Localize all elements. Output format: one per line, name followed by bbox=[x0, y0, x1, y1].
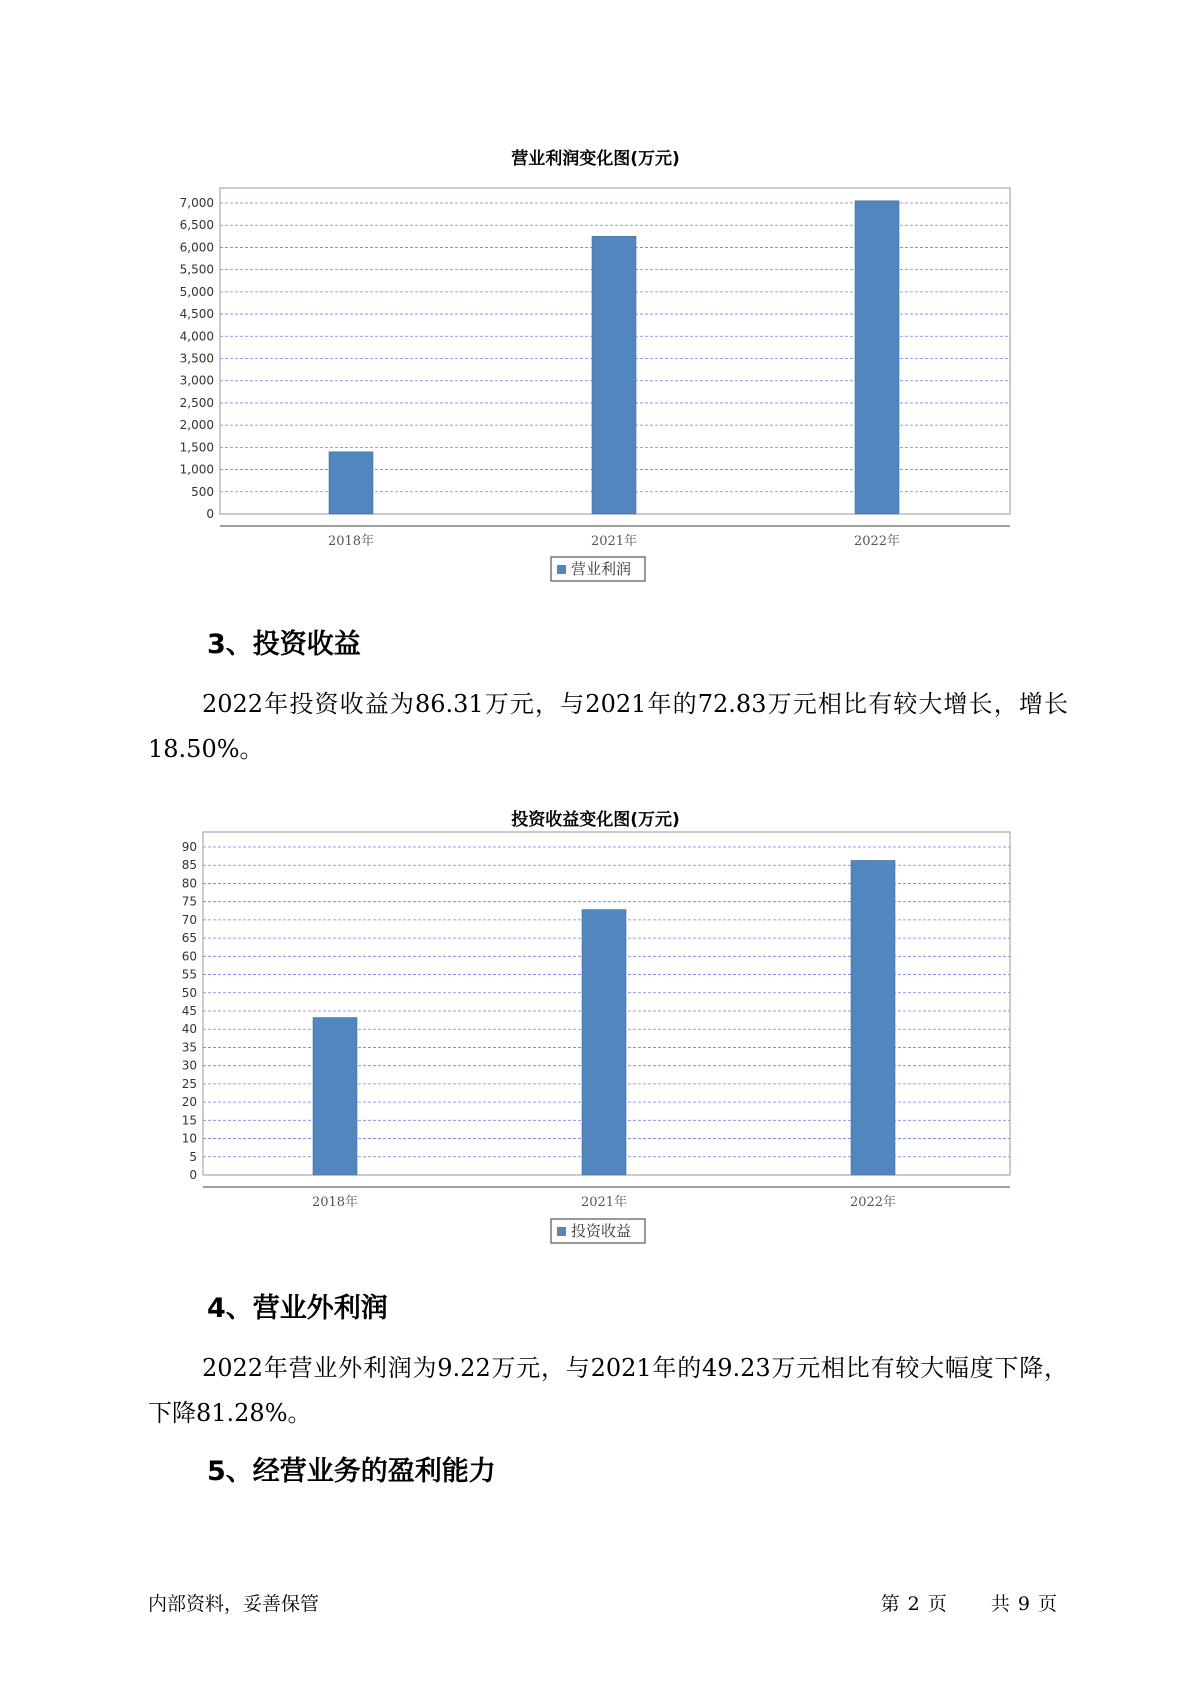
bar bbox=[582, 910, 626, 1175]
x-tick-label: 2022年 bbox=[853, 534, 901, 549]
y-tick-label: 4,000 bbox=[179, 329, 214, 344]
y-tick-label: 10 bbox=[181, 1131, 197, 1146]
legend-swatch bbox=[557, 1227, 566, 1236]
legend-label: 投资收益 bbox=[571, 1222, 632, 1240]
y-tick-label: 40 bbox=[181, 1022, 197, 1037]
y-tick-label: 50 bbox=[181, 985, 197, 1000]
y-tick-label: 6,000 bbox=[179, 240, 214, 255]
y-tick-label: 0 bbox=[206, 507, 214, 521]
chart2-title: 投资收益变化图(万元) bbox=[511, 810, 680, 830]
footer-confidential: 内部资料，妥善保管 bbox=[148, 1593, 320, 1615]
page-number: 2 bbox=[907, 1593, 920, 1615]
section-4-heading: 4、营业外利润 bbox=[207, 1293, 388, 1324]
y-tick-label: 20 bbox=[181, 1095, 197, 1110]
y-tick-label: 6,500 bbox=[179, 218, 214, 233]
x-tick-label: 2018年 bbox=[311, 1195, 359, 1210]
y-tick-label: 30 bbox=[181, 1058, 197, 1073]
footer-page-info bbox=[877, 1589, 1061, 1616]
y-tick-label: 500 bbox=[191, 484, 214, 499]
page-mid: 页 bbox=[927, 1593, 947, 1615]
legend-label: 营业利润 bbox=[571, 560, 632, 578]
x-tick-label: 2022年 bbox=[849, 1195, 897, 1210]
y-tick-label: 85 bbox=[181, 858, 197, 873]
y-tick-label: 5,000 bbox=[179, 284, 214, 299]
y-tick-label: 35 bbox=[181, 1040, 197, 1055]
y-tick-label: 3,500 bbox=[179, 351, 214, 366]
y-tick-label: 70 bbox=[181, 912, 197, 927]
y-tick-label: 5 bbox=[189, 1149, 197, 1164]
y-tick-label: 5,500 bbox=[179, 262, 214, 277]
y-tick-label: 1,500 bbox=[179, 440, 214, 455]
y-tick-label: 45 bbox=[181, 1004, 197, 1018]
y-tick-label: 4,500 bbox=[179, 307, 214, 322]
x-tick-label: 2021年 bbox=[580, 1195, 628, 1210]
y-tick-label: 80 bbox=[181, 876, 197, 891]
section-5-heading: 5、经营业务的盈利能力 bbox=[207, 1456, 496, 1487]
y-tick-label: 3,000 bbox=[179, 373, 214, 388]
y-tick-label: 90 bbox=[181, 840, 197, 854]
total-pages: 9 bbox=[1017, 1593, 1030, 1615]
y-tick-label: 2,500 bbox=[179, 395, 214, 410]
section-3-text: 2022年投资收益为86.31万元，与2021年的72.83万元相比有较大增长，增长18.50%。 bbox=[148, 690, 1068, 763]
bar bbox=[851, 860, 895, 1175]
section-4-text: 2022年营业外利润为9.22万元，与2021年的49.23万元相比有较大幅度下降，下降81.28%。 bbox=[148, 1354, 1068, 1427]
y-tick-label: 65 bbox=[181, 931, 197, 946]
x-tick-label: 2021年 bbox=[590, 534, 638, 549]
y-tick-label: 55 bbox=[181, 967, 197, 982]
page-prefix: 第 bbox=[880, 1593, 900, 1615]
y-tick-label: 15 bbox=[181, 1113, 197, 1128]
y-tick-label: 7,000 bbox=[179, 196, 214, 210]
total-prefix: 共 bbox=[990, 1593, 1010, 1615]
y-tick-label: 25 bbox=[181, 1076, 197, 1091]
bar bbox=[313, 1018, 357, 1175]
chart1-title: 营业利润变化图(万元) bbox=[511, 149, 680, 169]
y-tick-label: 75 bbox=[181, 894, 197, 909]
total-suffix: 页 bbox=[1037, 1593, 1057, 1615]
y-tick-label: 60 bbox=[181, 949, 197, 964]
section-3-heading: 3、投资收益 bbox=[207, 629, 361, 660]
y-tick-label: 2,000 bbox=[179, 418, 214, 433]
y-tick-label: 1,000 bbox=[179, 462, 214, 477]
x-tick-label: 2018年 bbox=[327, 534, 375, 549]
y-tick-label: 0 bbox=[189, 1168, 197, 1182]
